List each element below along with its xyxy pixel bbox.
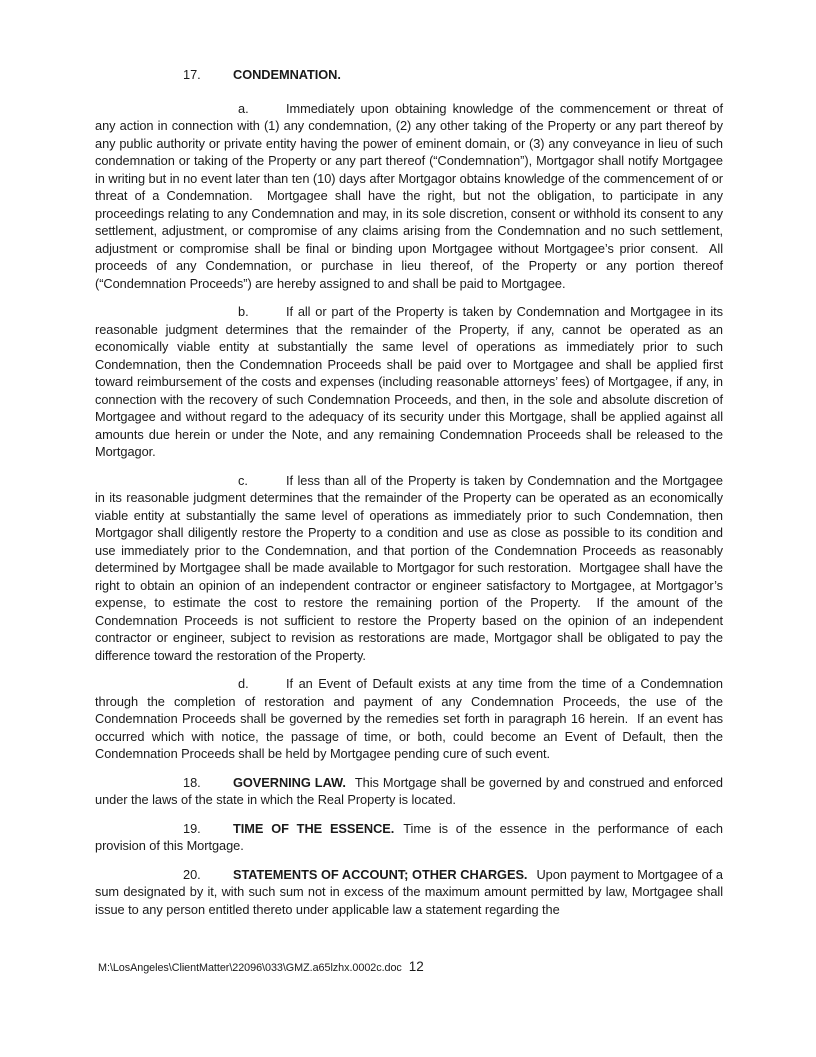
paragraph-17c	[95, 472, 723, 665]
section-18-title: GOVERNING LAW.	[233, 774, 346, 790]
section-19-number: 19.	[183, 820, 201, 836]
section-19-text: Time is of the essence in the performance of each provision of this Mortgage.	[95, 820, 723, 853]
paragraph-17b-label: b.	[238, 304, 249, 319]
section-17-heading	[95, 66, 723, 84]
section-17-title: CONDEMNATION.	[233, 67, 341, 82]
paragraph-17a	[95, 100, 723, 293]
paragraph-17a-label: a.	[238, 100, 249, 116]
section-18-number: 18.	[183, 774, 201, 790]
paragraph-17d-label: d.	[238, 676, 249, 691]
paragraph-17d-text: If an Event of Default exists at any time from the time of a Condemnation through the completion of restoration and payment of any Condemnation Proceeds, the use of the Condemnation Proceeds shall be governed by the remedies set forth in paragraph 16 herein. If an event has occurred which with notice, the passage of time, or both, could become an Event of Default, then the Condemnation Proceeds shall be held by Mortgagee pending cure of such event.	[95, 676, 723, 761]
document-body	[95, 66, 723, 929]
section-20-number: 20.	[183, 866, 201, 882]
page-footer	[98, 960, 424, 975]
paragraph-17a-text: Immediately upon obtaining knowledge of the commencement or threat of any action in connection with (1) any condemnation, (2) any other taking of the Property or any part thereof by any public authority or private entity having the power of eminent domain, or (3) any conveyance in lieu of such condemnation or taking of the Property or any part thereof (“Condemnation”), Mortgagor shall notify Mortgagee in writing but in no event later than ten (10) days after Mortgagor obtains knowledge of the commencement of or threat of a Condemnation. Mortgagee shall have the right, but not the obligation, to participate in any proceedings relating to any Condemnation and may, in its sole discretion, consent or withhold its consent to any settlement, adjustment, or compromise of any claims arising from the Condemnation and no such settlement, adjustment or compromise shall be final or binding upon Mortgagee without Mortgagee’s prior consent. All proceeds of any Condemnation, or purchase in lieu thereof, of the Property or any portion thereof (“Condemnation Proceeds”) are hereby assigned to and shall be paid to Mortgagee.	[95, 100, 723, 291]
section-20	[95, 866, 723, 919]
page-number: 12	[408, 959, 424, 974]
section-18	[95, 774, 723, 809]
paragraph-17c-text: If less than all of the Property is taken by Condemnation and the Mortgagee in its reasonable judgment determines that the remainder of the Property can be operated as an economically viable entity at substantially the same level of operations as immediately prior to such Condemnation, then Mortgagor shall diligently restore the Property to a condition and use as close as possible to its condition and use immediately prior to the Condemnation, and that portion of the Condemnation Proceeds as reasonably determined by Mortgagee shall be made available to Mortgagor for such restoration. Mortgagee shall have the right to obtain an opinion of an independent contractor or engineer satisfactory to Mortgagee, at Mortgagor’s expense, to estimate the cost to restore the remaining portion of the Property. If the amount of the Condemnation Proceeds is not sufficient to restore the Property based on the opinion of an independent contractor or engineer, subject to revision as restorations are made, Mortgagor shall be obligated to pay the difference toward the restoration of the Property.	[95, 472, 723, 663]
section-20-title: STATEMENTS OF ACCOUNT; OTHER CHARGES.	[233, 866, 528, 882]
section-17-number: 17.	[183, 67, 201, 82]
paragraph-17b-text: If all or part of the Property is taken by Condemnation and Mortgagee in its reasonable judgment determines that the remainder of the Property, if any, cannot be operated as an economically viable entity at substantially the same level of operations as immediately prior to such Condemnation, then the Condemnation Proceeds shall be paid over to Mortgagee and shall be applied first toward reimbursement of the costs and expenses (including reasonable attorneys’ fees) of Mortgagee, if any, in connection with the recovery of such Condemnation Proceeds, and then, in the sole and absolute discretion of Mortgagee and without regard to the adequacy of its security under this Mortgage, shall be applied against all amounts due herein or under the Note, and any remaining Condemnation Proceeds shall be released to the Mortgagor.	[95, 304, 723, 459]
section-20-text: Upon payment to Mortgagee of a sum designated by it, with such sum not in excess of the maximum amount permitted by law, Mortgagee shall issue to any person entitled thereto under applicable law a statement regarding the	[95, 866, 723, 917]
paragraph-17d	[95, 675, 723, 763]
paragraph-17c-label: c.	[238, 472, 248, 488]
section-19-title: TIME OF THE ESSENCE.	[233, 820, 395, 836]
footer-file-path: M:\LosAngeles\ClientMatter\22096\033\GMZ.a65lzhx.0002c.doc	[98, 962, 402, 974]
section-19	[95, 820, 723, 855]
paragraph-17b	[95, 303, 723, 461]
section-18-text: This Mortgage shall be governed by and construed and enforced under the laws of the state in which the Real Property is located.	[95, 774, 723, 807]
